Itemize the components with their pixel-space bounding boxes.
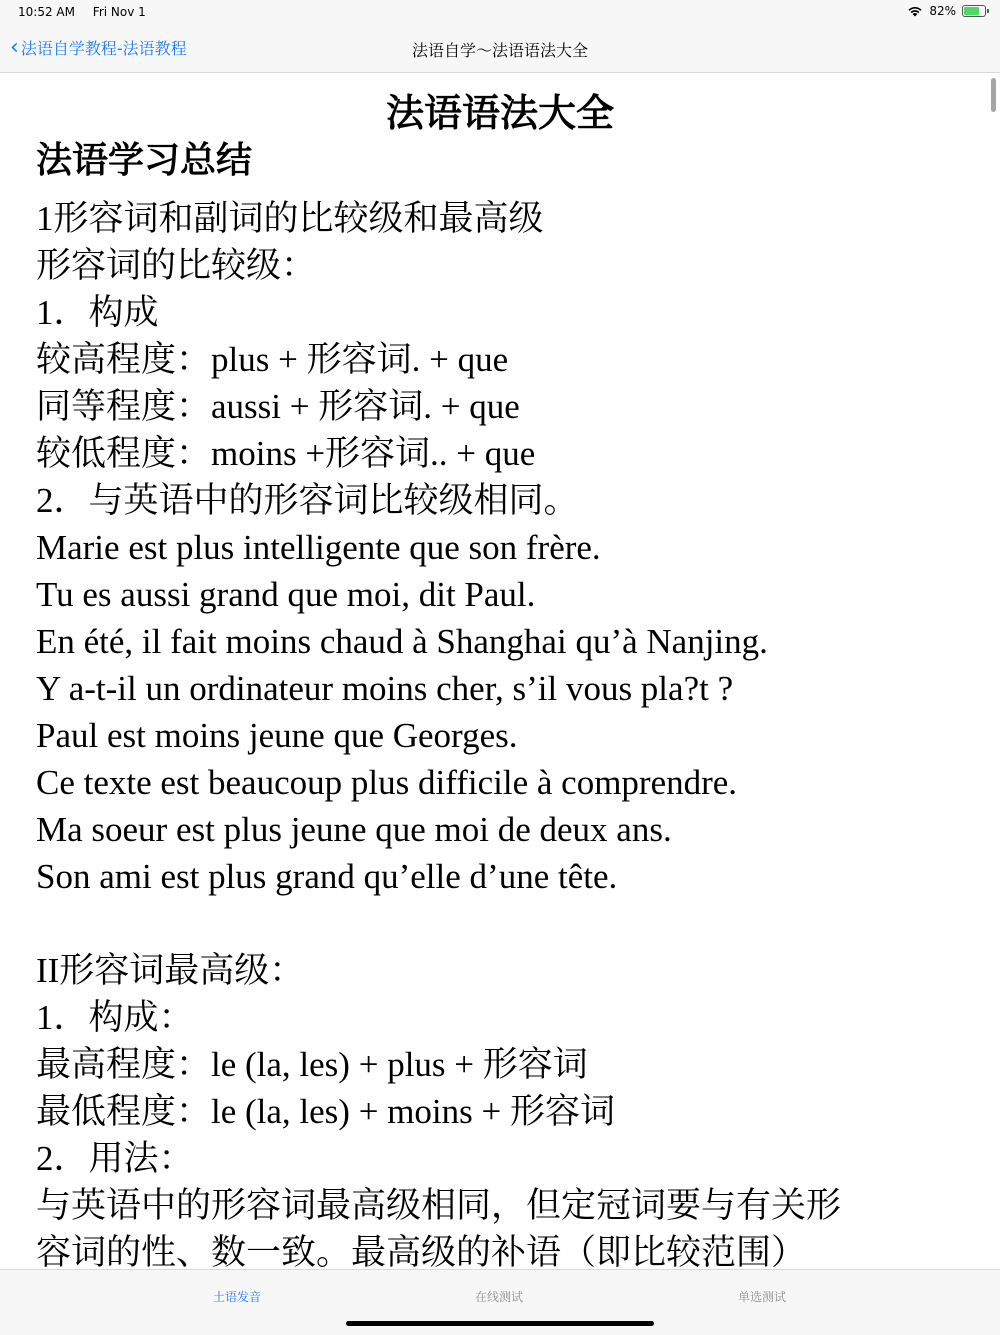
tab-single-choice-test[interactable]: 单选测试 — [737, 1290, 787, 1304]
document-body — [36, 195, 1000, 1269]
text-line: Ma soeur est plus jeune que moi de deux ans. — [36, 810, 672, 849]
back-label: 法语自学教程-法语教程 — [20, 39, 187, 58]
scroll-indicator[interactable] — [991, 78, 996, 112]
text-line — [36, 900, 1000, 947]
nav-bar — [0, 24, 1000, 73]
text-line: 最高程度：le (la, les) + plus + 形容词 — [36, 1045, 588, 1084]
status-bar — [0, 0, 1000, 24]
text-line: 形容词的比较级： — [36, 246, 317, 285]
text-line: Marie est plus intelligente que son frère. — [36, 528, 601, 567]
page-subtitle: 法语学习总结 — [36, 140, 253, 181]
text-line: 2．与英语中的形容词比较级相同。 — [36, 481, 579, 520]
text-line: 最低程度：le (la, les) + moins + 形容词 — [36, 1092, 616, 1131]
text-line: Ce texte est beaucoup plus difficile à comprendre. — [36, 763, 738, 802]
content-scroll-view[interactable] — [0, 73, 1000, 1269]
page-title: 法语语法大全 — [385, 91, 614, 135]
text-line: Y a-t-il un ordinateur moins cher, s’il vous pla?t ? — [36, 669, 734, 708]
text-line: 1形容词和副词的比较级和最高级 — [36, 199, 544, 238]
nav-title: 法语自学～法语语法大全 — [411, 41, 588, 60]
text-line: 较低程度：moins +形容词.. + que — [36, 434, 536, 473]
text-line: 同等程度：aussi + 形容词. + que — [36, 387, 520, 426]
text-line: 2．用法： — [36, 1139, 194, 1178]
home-indicator — [346, 1321, 654, 1326]
wifi-icon — [907, 5, 923, 17]
status-date: Fri Nov 1 — [92, 5, 146, 19]
chevron-left-icon: ‹ — [10, 34, 19, 60]
tab-pronunciation[interactable]: 土语发音 — [212, 1290, 262, 1304]
battery-fill — [964, 7, 979, 15]
text-line: En été, il fait moins chaud à Shanghai qu’à Nanjing. — [36, 622, 768, 661]
text-line: 1．构成 — [36, 293, 159, 332]
text-line: Tu es aussi grand que moi, dit Paul. — [36, 575, 536, 614]
text-line: II形容词最高级： — [36, 951, 305, 990]
status-right — [907, 4, 986, 18]
status-time: 10:52 AM — [18, 5, 75, 19]
text-line: Paul est moins jeune que Georges. — [36, 716, 518, 755]
tab-online-test[interactable]: 在线测试 — [474, 1290, 524, 1304]
battery-icon — [962, 5, 986, 17]
text-line: 容词的性、数一致。最高级的补语（即比较范围） — [36, 1233, 807, 1269]
text-line: 较高程度：plus + 形容词. + que — [36, 340, 509, 379]
text-line: 1．构成： — [36, 998, 194, 1037]
status-left — [18, 5, 160, 19]
text-line: 与英语中的形容词最高级相同，但定冠词要与有关形 — [36, 1186, 842, 1225]
battery-percent: 82% — [929, 4, 956, 18]
text-line: Son ami est plus grand qu’elle d’une tête. — [36, 857, 618, 896]
